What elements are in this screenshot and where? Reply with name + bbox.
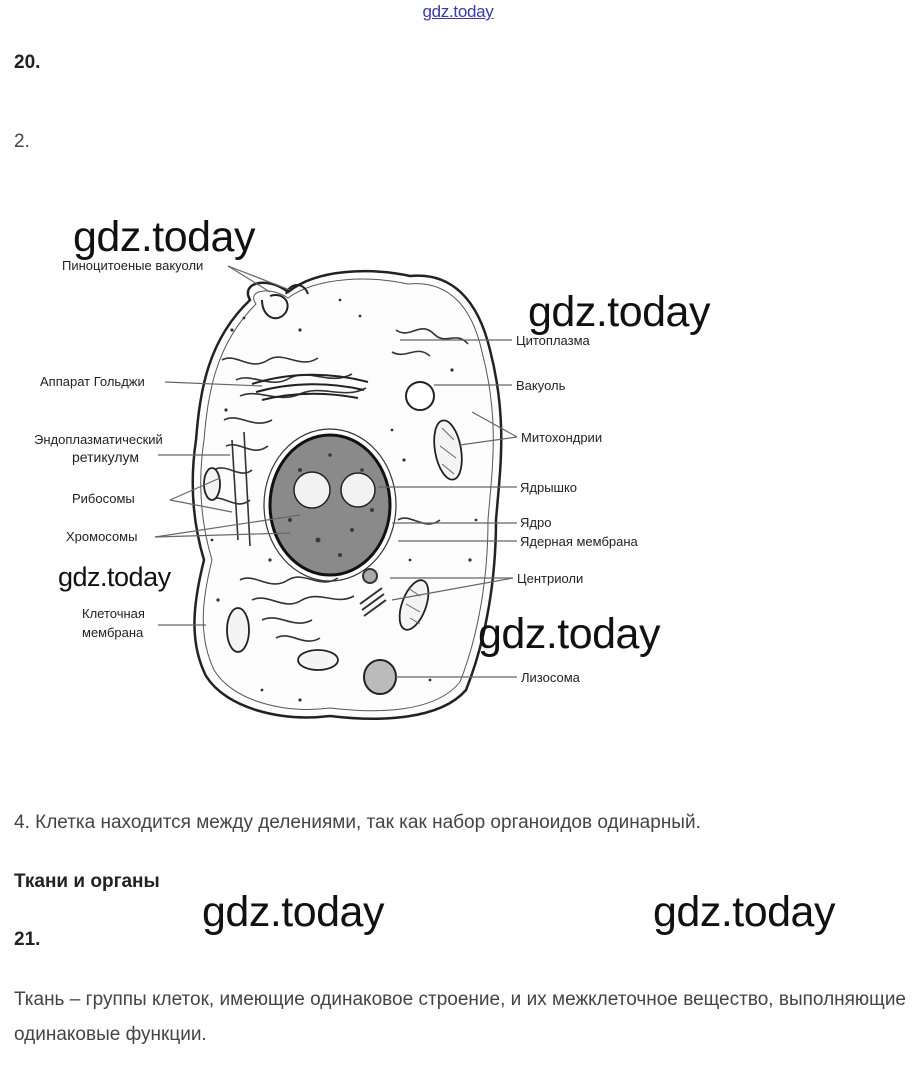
label-mitochondria: Митохондрии [521,430,603,445]
label-golgi: Аппарат Гольджи [40,374,145,389]
task-number-20: 20. [14,52,41,73]
watermark: gdz.today [528,288,710,336]
label-nuclear-membrane: Ядерная мембрана [520,534,638,549]
label-ribosomes: Рибосомы [72,491,135,506]
label-lysosome: Лизосома [521,670,580,685]
nucleolus-2 [341,473,375,507]
watermark: gdz.today [478,610,660,658]
label-pinocytic-vacuoles: Пиноцитоеные вакуоли [62,258,204,273]
label-er-line2: ретикулум [72,449,139,465]
label-nucleolus: Ядрышко [520,480,578,495]
label-cell-membrane-line1: Клеточная [82,606,145,621]
label-vacuole: Вакуоль [516,378,566,393]
label-cytoplasm: Цитоплазма [516,333,590,348]
watermark: gdz.today [58,562,171,592]
site-link[interactable]: gdz.today [422,2,494,21]
subitem-number: 2. [14,131,30,152]
task-number-21: 21. [14,929,41,950]
vacuole [406,382,434,410]
watermark: gdz.today [73,213,255,261]
label-nucleus: Ядро [520,515,552,530]
nucleolus-1 [294,472,330,508]
watermark: gdz.today [202,888,384,936]
label-centrioles: Центриоли [517,571,584,586]
section-title: Ткани и органы [14,871,160,892]
watermark: gdz.today [653,888,835,936]
label-cell-membrane-line2: мембрана [82,625,144,640]
lysosome [364,660,396,694]
task21-answer-text: Ткань – группы клеток, имеющие одинаковое строение, и их межклеточное вещество, выполняющие одинаковые функции. [14,989,906,1045]
label-er-line1: Эндоплазматический [34,432,163,447]
answer-item-4: 4. Клетка находится между делениями, так как набор органоидов одинарный. [14,812,701,833]
label-chromosomes: Хромосомы [66,529,138,544]
